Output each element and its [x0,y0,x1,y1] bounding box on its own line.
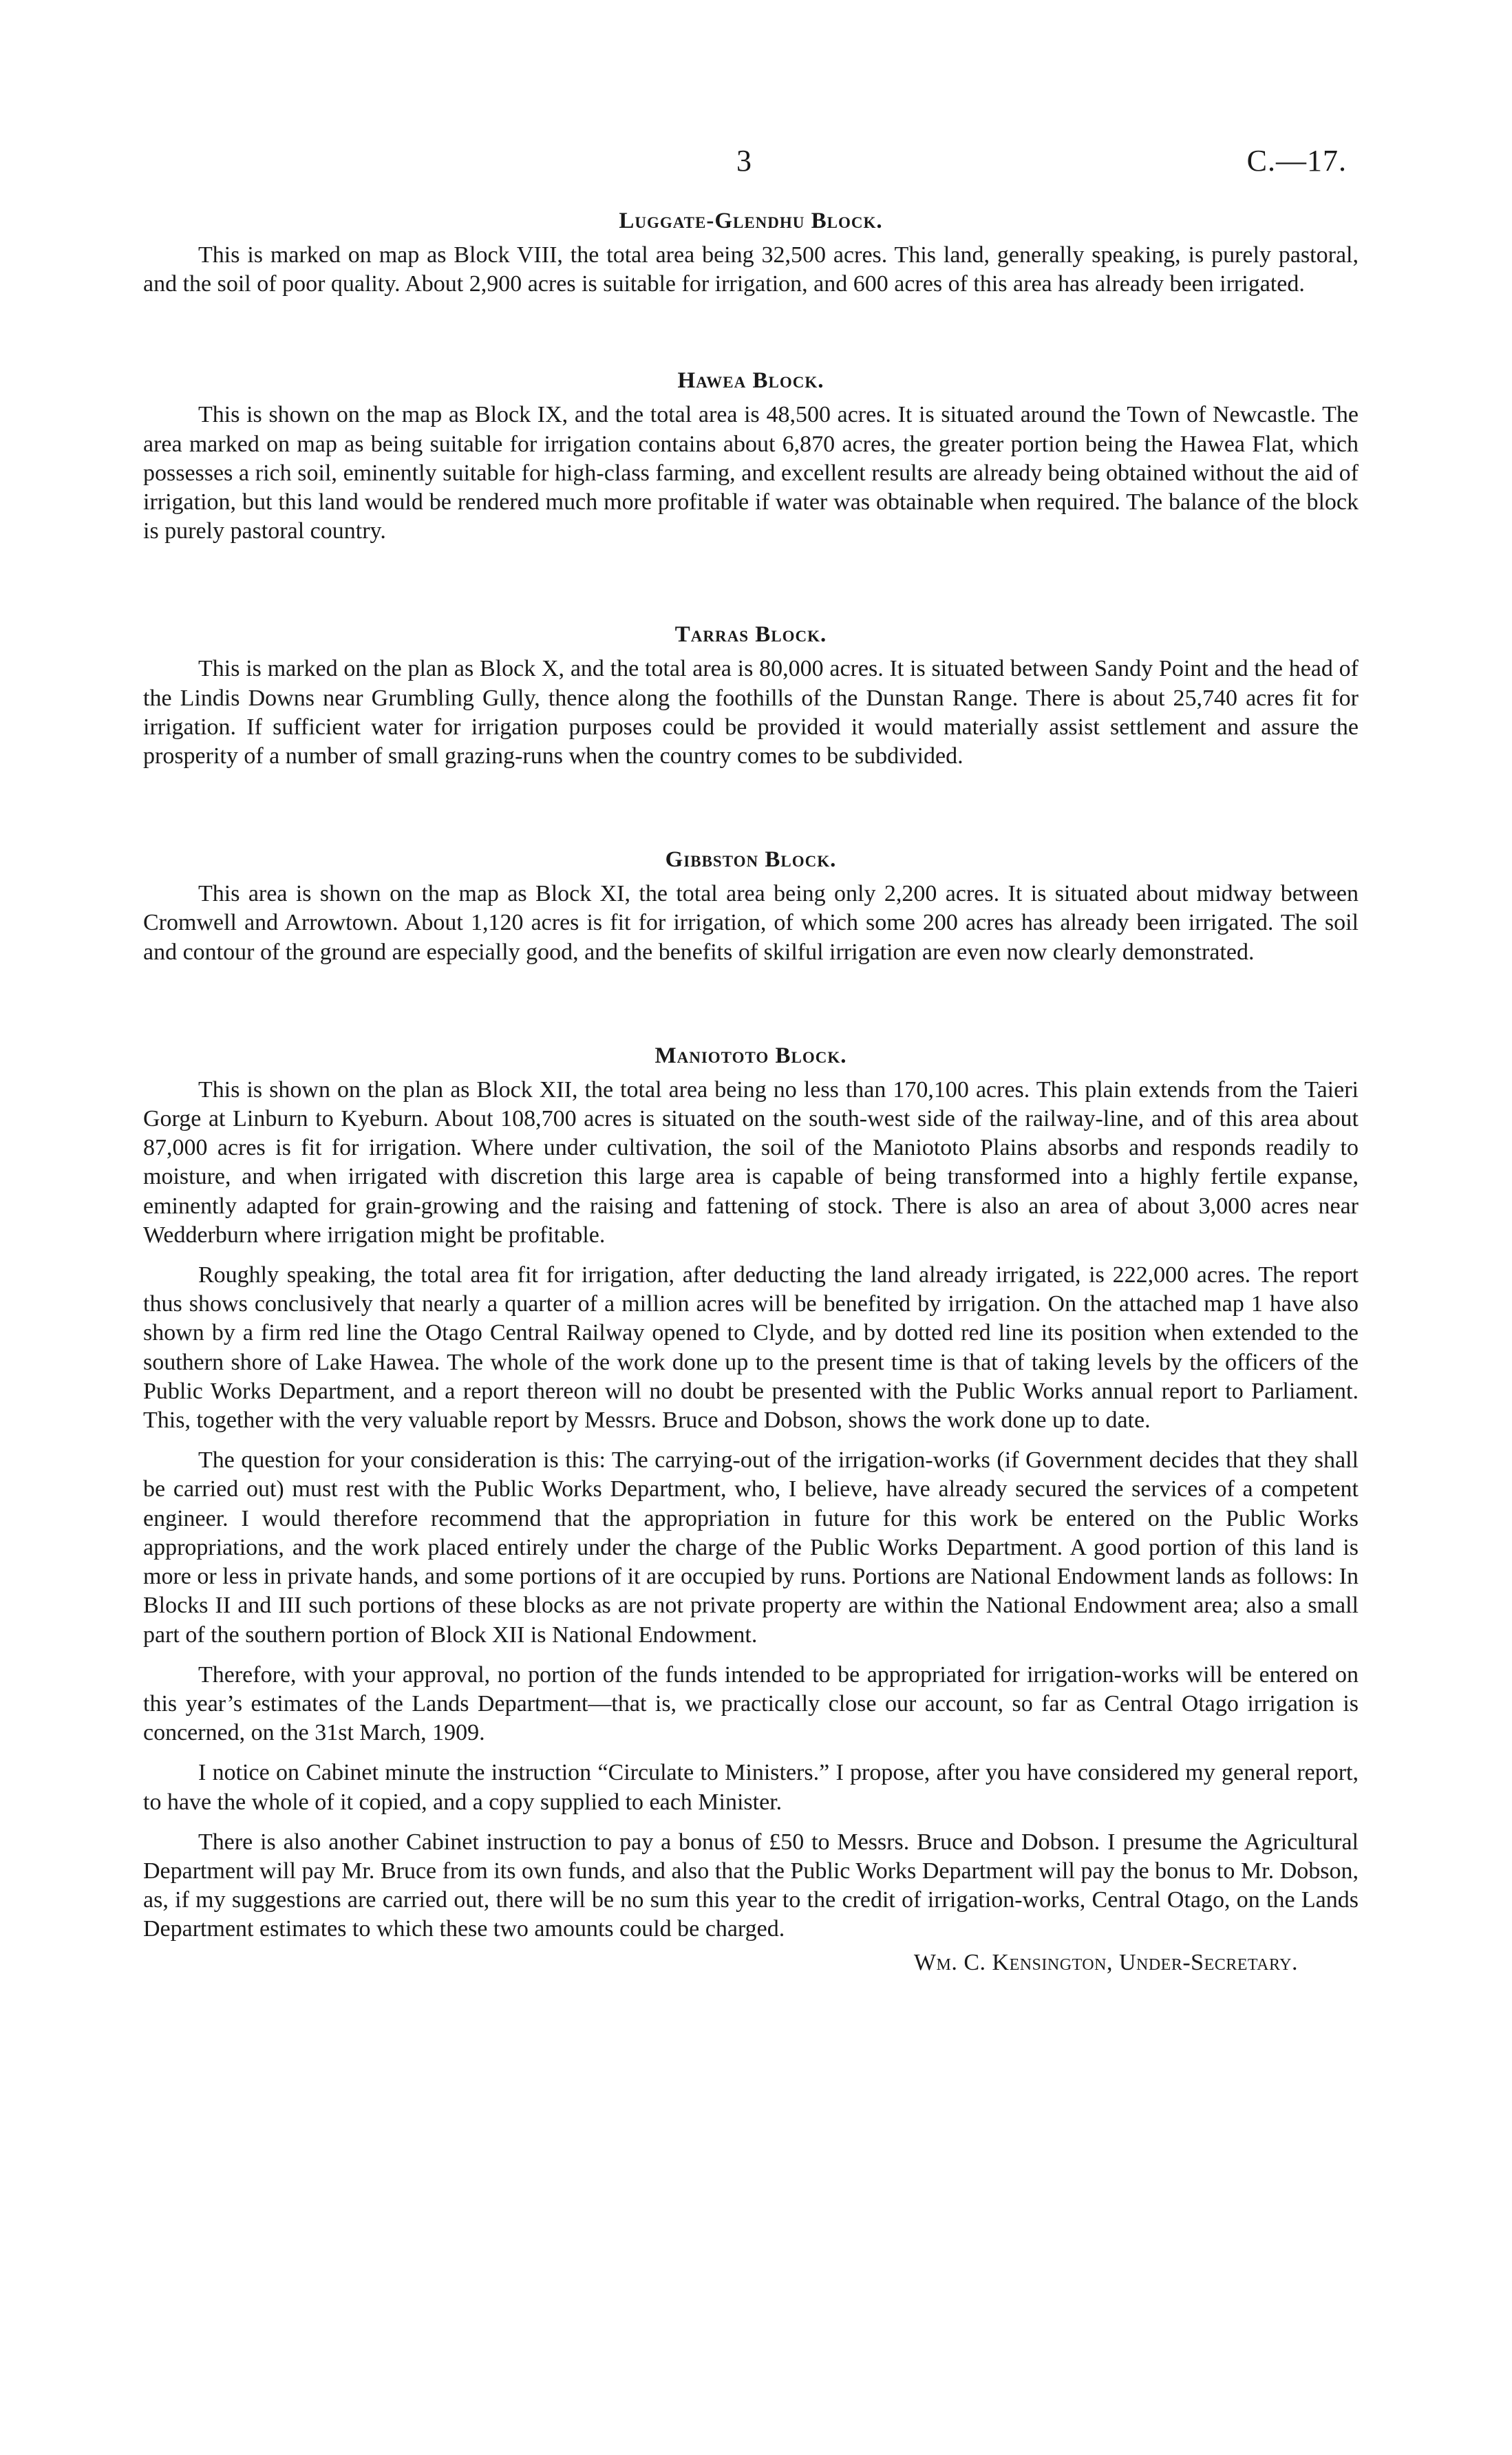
section-luggate-glendhu-block [143,206,1359,299]
paragraph: I notice on Cabinet minute the instruction “Circulate to Ministers.” I propose, after you have considered my general report, to have the whole of it copied, and a copy supplied to each Minister. [143,1760,1359,1815]
paragraph: The question for your consideration is this: The carrying-out of the irrigation-works (if Government decides that they shall be carried out) must rest with the Public Works Department, who, I believe, have already secured the services of a competent engineer. I would therefore recommend that the appropriation in future for this work be entered on the Public Works appropriations, and the work placed entirely under the charge of the Public Works Department. A good portion of this land is more or less in private hands, and some portions of it are occupied by runs. Portions are National Endowment lands as follows: In Blocks II and III such portions of these blocks as are not private property are within the National Endowment area; also a small part of the southern portion of Block XII is National Endowment. [143,1447,1359,1648]
paragraph: Roughly speaking, the total area fit for irrigation, after deducting the land already irrigated, is 222,000 acres. The report thus shows conclusively that nearly a quarter of a million acres will be benefited by irrigation. On the attached map 1 have also shown by a firm red line the Otago Central Railway opened to Clyde, and by dotted red line its position when extended to the southern shore of Lake Hawea. The whole of the work done up to the present time is that of taking levels by the officers of the Public Works Department, and a report thereon will no doubt be presented with the Public Works annual report to Parliament. This, together with the very valuable report by Messrs. Bruce and Dobson, shows the work done up to date. [143,1262,1359,1434]
section-maniototo-block [143,1041,1359,1944]
section-tarras-block [143,620,1359,771]
section-heading: Maniototo Block. [654,1043,847,1068]
paragraph: There is also another Cabinet instruction to pay a bonus of £50 to Messrs. Bruce and Dobson. I presume the Agricultural Department will pay Mr. Bruce from its own funds, and also that the Public Works Department will pay the bonus to Mr. Dobson, as, if my suggestions are carried out, there will be no sum this year to the credit of irrigation-works, Central Otago, on the Lands Department estimates to which these two amounts could be charged. [143,1829,1359,1942]
section-hawea-block [143,366,1359,546]
paragraph: This is marked on the plan as Block X, and the total area is 80,000 acres. It is situated between Sandy Point and the head of the Lindis Downs near Grumbling Gully, thence along the foothills of the Dunstan Range. There is about 25,740 acres fit for irrigation. If sufficient water for irrigation purposes could be provided it would materially assist settlement and assure the prosperity of a number of small grazing-runs when the country comes to be subdivided. [143,656,1359,769]
section-heading: Luggate-Glendhu Block. [619,209,883,233]
paragraph: This is shown on the plan as Block XII, the total area being no less than 170,100 acres. This plain extends from the Taieri Gorge at Linburn to Kyeburn. About 108,700 acres is situated on the south-west side of the railway-line, and of this area about 87,000 acres is fit for irrigation. Where under cultivation, the soil of the Maniototo Plains absorbs and responds readily to moisture, and when irrigated with discretion this large area is capable of being transformed into a highly fertile expanse, eminently adapted for grain-growing and the raising and fattening of stock. There is also an area of about 3,000 acres near Wedderburn where irrigation might be profitable. [143,1076,1359,1248]
body-text [143,206,1359,1977]
section-heading: Hawea Block. [677,368,824,394]
signature-line: Wm. C. Kensington, Under-Secretary. [913,1949,1298,1975]
section-gibbston-block [143,845,1359,967]
document-reference: C.—17. [1246,144,1347,178]
paragraph: This area is shown on the map as Block XI, the total area being only 2,200 acres. It is situated about midway between Cromwell and Arrowtown. About 1,120 acres is fit for irrigation, of which some 200 acres has already been irrigated. The soil and contour of the ground are especially good, and the benefits of skilful irrigation are even now clearly demonstrated. [143,881,1359,965]
running-header [145,143,1347,184]
section-heading: Gibbston Block. [665,847,837,873]
section-heading: Tarras Block. [674,622,827,648]
page-number: 3 [736,144,752,178]
paragraph: This is shown on the map as Block IX, and the total area is 48,500 acres. It is situated around the Town of Newcastle. The area marked on map as being suitable for irrigation contains about 6,870 acres, the greater portion being the Hawea Flat, which possesses a rich soil, eminently suitable for high-class farming, and excellent results are already being obtained without the aid of irrigation, but this land would be rendered much more profitable if water was obtainable when required. The balance of the block is purely pastoral country. [143,402,1359,544]
paragraph: Therefore, with your approval, no portion of the funds intended to be appropriated for irrigation-works will be entered on this year’s estimates of the Lands Department—that is, we practically close our account, so far as Central Otago irrigation is concerned, on the 31st March, 1909. [143,1661,1359,1746]
paragraph: This is marked on map as Block VIII, the total area being 32,500 acres. This land, generally speaking, is purely pastoral, and the soil of poor quality. About 2,900 acres is suitable for irrigation, and 600 acres of this area has already been irrigated. [143,242,1359,297]
